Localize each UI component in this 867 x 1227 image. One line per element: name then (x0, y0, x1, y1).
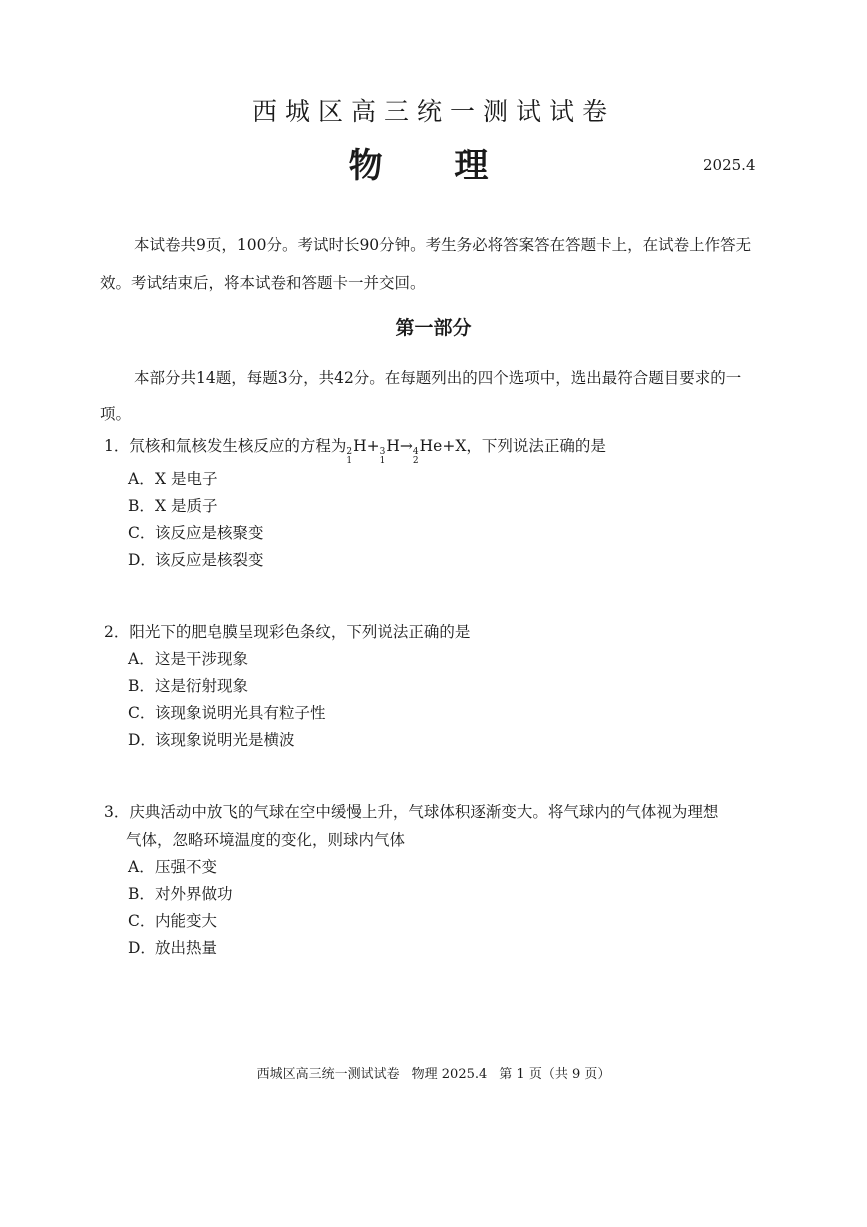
option-b[interactable]: B．这是衍射现象 (128, 677, 249, 695)
question-stem (104, 432, 764, 466)
stem-text-after: ，下列说法正确的是 (466, 437, 606, 455)
option-d[interactable]: D．该现象说明光是横波 (128, 731, 295, 749)
unknown-particle-x: X (455, 437, 467, 455)
option-a[interactable]: A．压强不变 (128, 858, 218, 876)
question-number: 1． (104, 437, 130, 455)
question-number: 2． (104, 623, 130, 641)
option-d[interactable]: D．放出热量 (128, 939, 218, 957)
question-number: 3． (104, 803, 130, 821)
option-c[interactable]: C．内能变大 (128, 912, 218, 930)
nuclide-helium: 4 2 He (412, 437, 443, 466)
question-3 (104, 798, 764, 962)
section-title: 第一部分 (395, 317, 472, 339)
exam-title: 西城区高三统一测试试卷 (251, 97, 615, 126)
option-b[interactable]: B．X 是质子 (128, 497, 218, 515)
question-stem (104, 618, 764, 646)
footer-page-number: 第 1 页（共 9 页） (499, 1067, 611, 1082)
option-c[interactable]: C．该反应是核聚变 (128, 524, 264, 542)
instructions-paragraph: 本试卷共9页，100分。考试时长90分钟。考生务必将答案答在答题卡上，在试卷上作答无效。考试结束后，将本试卷和答题卡一并交回。 (100, 236, 752, 292)
plus-sign: + (366, 437, 380, 455)
option-a[interactable]: A．X 是电子 (128, 470, 218, 488)
stem-text-line2: 气体，忽略环境温度的变化，则球内气体 (126, 831, 406, 849)
question-2 (104, 618, 764, 754)
page-footer (0, 1063, 867, 1082)
footer-subject-date: 物理 2025.4 (411, 1067, 488, 1082)
option-c[interactable]: C．该现象说明光具有粒子性 (128, 704, 326, 722)
question-stem (104, 798, 764, 826)
nuclide-tritium: 3 1 H (379, 437, 400, 466)
option-b[interactable]: B．对外界做功 (128, 885, 233, 903)
reaction-arrow: → (399, 437, 413, 455)
nuclide-deuterium: 2 1 H (346, 437, 367, 466)
stem-text-line1: 庆典活动中放飞的气球在空中缓慢上升，气球体积逐渐变大。将气球内的气体视为理想 (129, 803, 719, 821)
nuclear-equation (346, 437, 467, 466)
footer-exam-name: 西城区高三统一测试试卷 (256, 1067, 400, 1082)
option-d[interactable]: D．该反应是核裂变 (128, 551, 264, 569)
subject-title: 物 理 (348, 146, 519, 186)
stem-text-before: 氘核和氚核发生核反应的方程为 (129, 437, 347, 455)
question-1 (104, 432, 764, 574)
section-description: 本部分共14题，每题3分，共42分。在每题列出的四个选项中，选出最符合题目要求的一项。 (100, 369, 742, 423)
exam-date: 2025.4 (703, 156, 756, 174)
plus-sign: + (442, 437, 456, 455)
stem-text: 阳光下的肥皂膜呈现彩色条纹，下列说法正确的是 (129, 623, 471, 641)
option-a[interactable]: A．这是干涉现象 (128, 650, 249, 668)
